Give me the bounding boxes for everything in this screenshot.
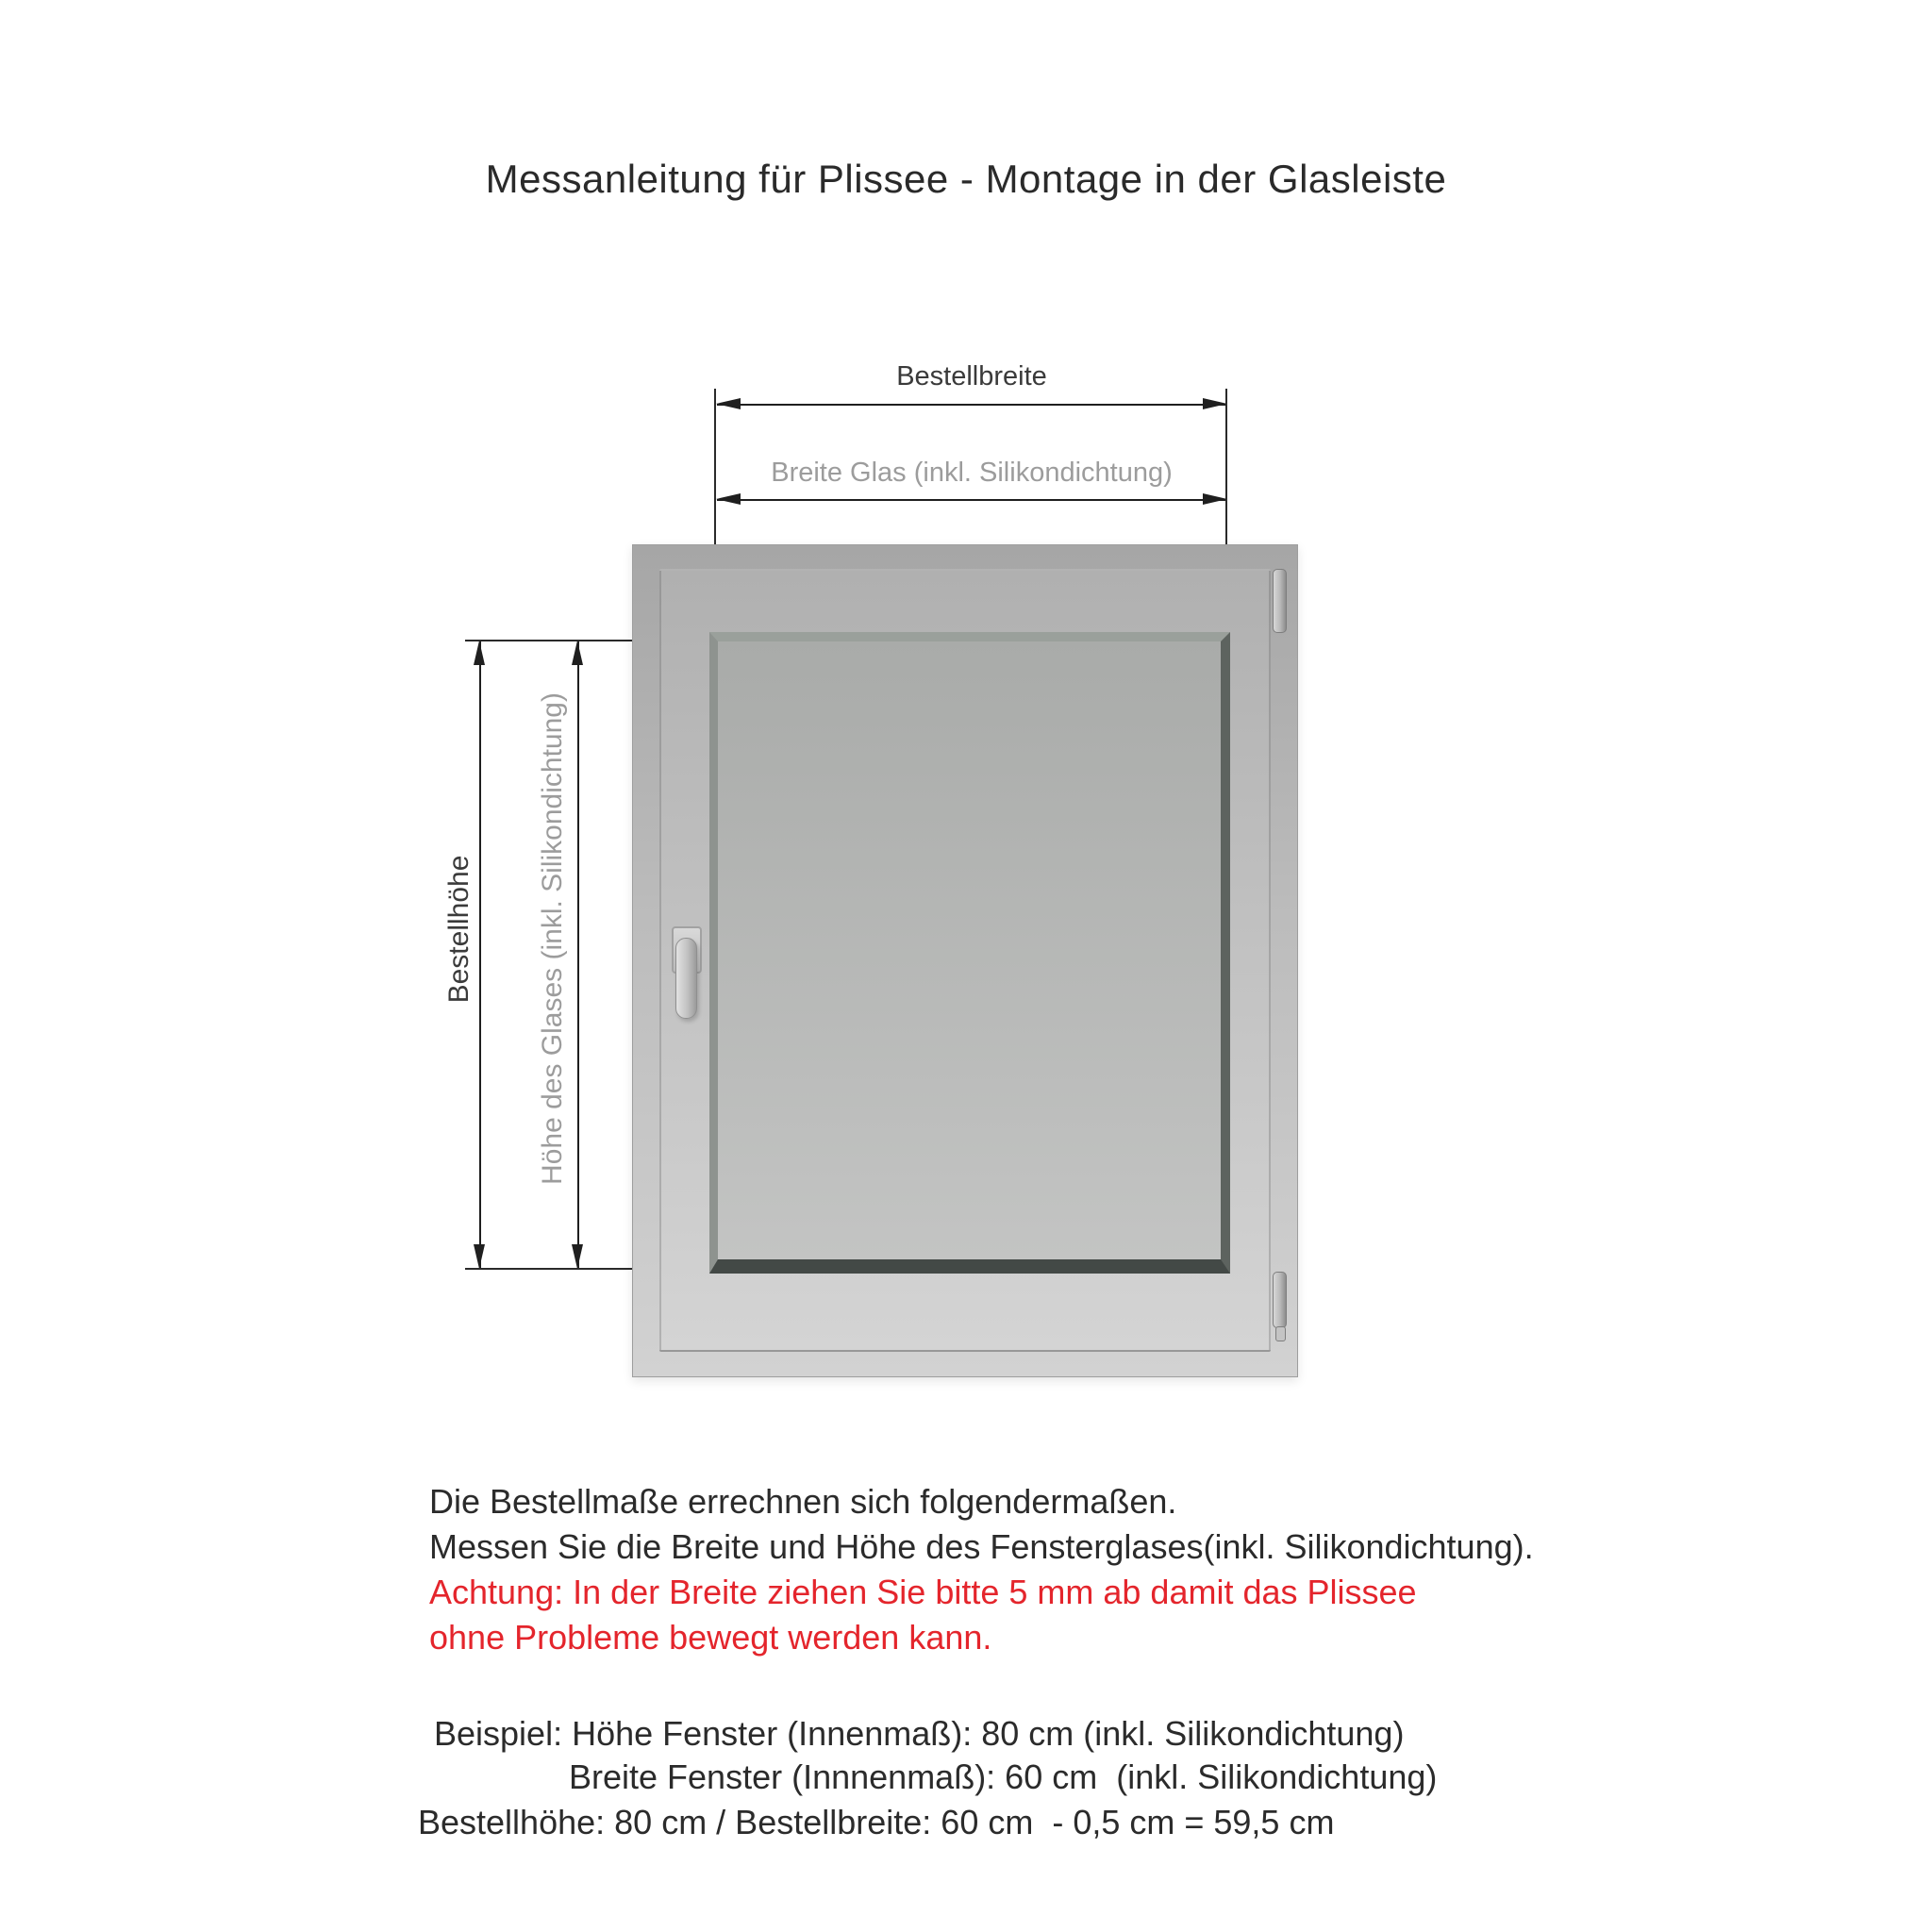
page-title: Messanleitung für Plissee - Montage in der Glasleiste [485,157,1447,201]
instruction-line-1: Die Bestellmaße errechnen sich folgendermaßen. [429,1482,1177,1521]
instruction-line-2: Messen Sie die Breite und Höhe des Fensterglases(inkl. Silikondichtung). [429,1527,1534,1566]
order-height-label: Bestellhöhe [443,855,475,1004]
order-width-label: Bestellbreite [896,361,1047,391]
order-height-arrow [479,641,481,1268]
instructions-block [429,1479,1534,1660]
glass-height-label: Höhe des Glases (inkl. Silikondichtung) [537,692,568,1185]
window-handle-icon [675,938,697,1019]
example-line-2: Breite Fenster (Innnenmaß): 60 cm (inkl. Silikondichtung) [569,1757,1438,1796]
glass-height-arrow [577,641,579,1268]
window-frame [632,544,1298,1377]
hinge-top-icon [1273,569,1287,633]
example-line-3: Bestellhöhe: 80 cm / Bestellbreite: 60 cm - 0,5 cm = 59,5 cm [418,1803,1335,1841]
glass-width-label: Breite Glas (inkl. Silikondichtung) [771,458,1173,488]
warning-line-2: ohne Probleme bewegt werden kann. [429,1618,992,1657]
example-line-1: Beispiel: Höhe Fenster (Innenmaß): 80 cm (inkl. Silikondichtung) [434,1714,1405,1753]
window-glass [709,632,1230,1274]
hinge-knob-icon [1275,1326,1286,1341]
glass-width-arrow [717,499,1226,501]
warning-line-1: Achtung: In der Breite ziehen Sie bitte 5 mm ab damit das Plissee [429,1573,1417,1611]
order-width-arrow [717,404,1226,406]
hinge-bottom-icon [1273,1272,1287,1328]
